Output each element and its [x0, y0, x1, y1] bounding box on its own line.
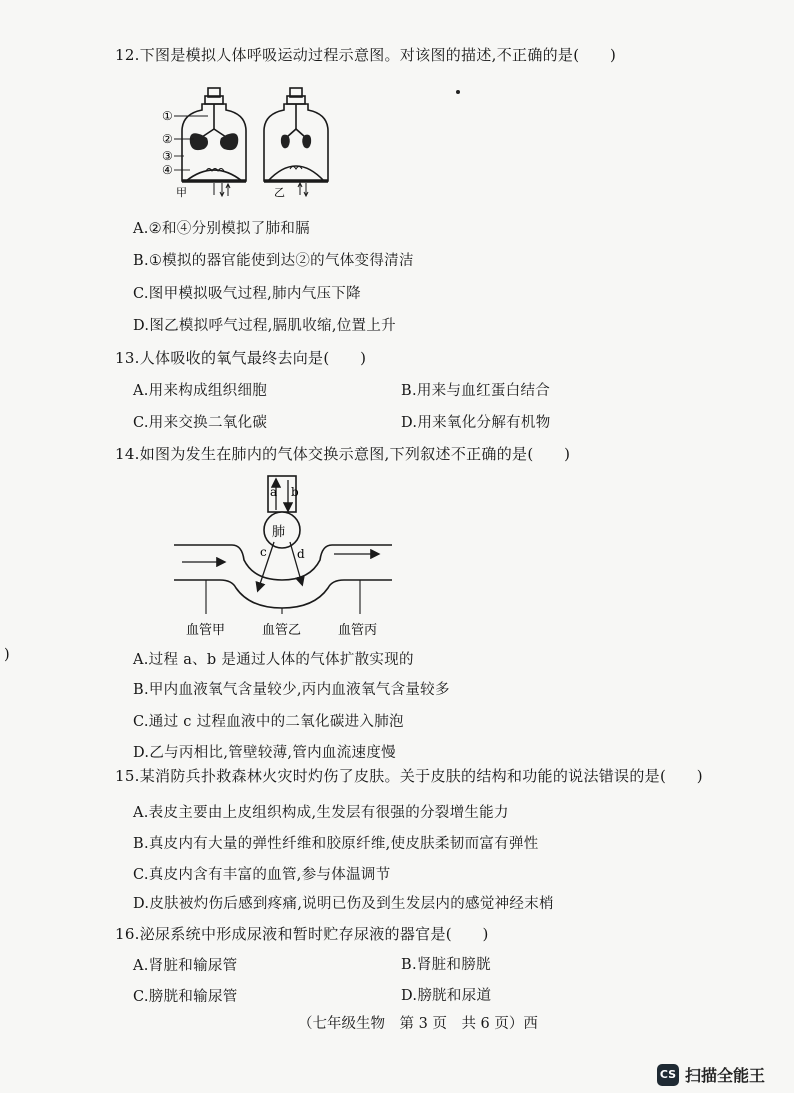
camscanner-logo-icon: CS	[657, 1064, 679, 1086]
label-b: b	[291, 485, 299, 499]
q12-option-d: D.图乙模拟呼气过程,膈肌收缩,位置上升	[133, 318, 396, 334]
q13-option-c: C.用来交换二氧化碳	[133, 415, 268, 431]
q14-option-d: D.乙与丙相比,管壁较薄,管内血流速度慢	[133, 745, 396, 761]
margin-mark: )	[4, 647, 10, 663]
q16-option-b: B.肾脏和膀胱	[401, 957, 491, 973]
label-d: d	[297, 547, 305, 561]
q12-breathing-model-figure	[150, 85, 340, 200]
vessel-walls	[174, 476, 392, 608]
q13-option-d: D.用来氧化分解有机物	[401, 415, 551, 431]
label-c: c	[260, 545, 267, 559]
q14-stem: 14.如图为发生在肺内的气体交换示意图,下列叙述不正确的是( )	[115, 445, 571, 463]
q12-stem: 12.下图是模拟人体呼吸运动过程示意图。对该图的描述,不正确的是( )	[115, 46, 617, 64]
label-2: ②	[162, 132, 173, 146]
q15-option-a: A.表皮主要由上皮组织构成,生发层有很强的分裂增生能力	[133, 805, 509, 821]
jar-yi	[264, 88, 328, 181]
label-jia: 甲	[176, 186, 187, 199]
label-4: ④	[162, 163, 173, 177]
q15-stem: 15.某消防兵扑救森林火灾时灼伤了皮肤。关于皮肤的结构和功能的说法错误的是( )	[115, 767, 703, 785]
stray-mark	[456, 90, 460, 94]
q12-option-a: A.②和④分别模拟了肺和膈	[133, 221, 310, 237]
label-vessel-yi: 血管乙	[262, 623, 302, 638]
q15-option-c: C.真皮内含有丰富的血管,参与体温调节	[133, 867, 391, 883]
q16-option-d: D.膀胱和尿道	[401, 988, 492, 1004]
q14-option-c: C.通过 c 过程血液中的二氧化碳进入肺泡	[133, 714, 404, 730]
lung-right-yi	[302, 135, 311, 149]
q15-option-b: B.真皮内有大量的弹性纤维和胶原纤维,使皮肤柔韧而富有弹性	[133, 836, 539, 852]
q13-option-a: A.用来构成组织细胞	[133, 383, 268, 399]
label-vessel-jia: 血管甲	[186, 623, 226, 638]
scanner-watermark	[657, 1063, 765, 1086]
lung-left-yi	[281, 135, 290, 149]
q13-stem: 13.人体吸收的氧气最终去向是( )	[115, 349, 367, 367]
label-3: ③	[162, 149, 173, 163]
q16-option-c: C.膀胱和输尿管	[133, 989, 238, 1005]
q15-option-d: D.皮肤被灼伤后感到疼痛,说明已伤及到生发层内的感觉神经末梢	[133, 896, 554, 912]
label-yi: 乙	[274, 186, 285, 199]
q14-option-a: A.过程 a、b 是通过人体的气体扩散实现的	[133, 652, 414, 668]
q14-option-b: B.甲内血液氧气含量较少,丙内血液氧气含量较多	[133, 682, 450, 698]
label-lung: 肺	[272, 525, 286, 540]
page-footer: （七年级生物 第 3 页 共 6 页）西	[298, 1016, 538, 1032]
label-a: a	[270, 485, 278, 499]
label-1: ①	[162, 109, 173, 123]
q12-option-b: B.①模拟的器官能使到达②的气体变得清洁	[133, 253, 414, 269]
q16-option-a: A.肾脏和输尿管	[133, 958, 238, 974]
q13-option-b: B.用来与血红蛋白结合	[401, 383, 551, 399]
watermark-text: 扫描全能王	[685, 1066, 766, 1085]
q16-stem: 16.泌尿系统中形成尿液和暂时贮存尿液的器官是( )	[115, 925, 489, 943]
q12-option-c: C.图甲模拟吸气过程,肺内气压下降	[133, 286, 361, 302]
q14-gas-exchange-figure	[170, 474, 400, 642]
label-vessel-bing: 血管丙	[338, 623, 378, 638]
